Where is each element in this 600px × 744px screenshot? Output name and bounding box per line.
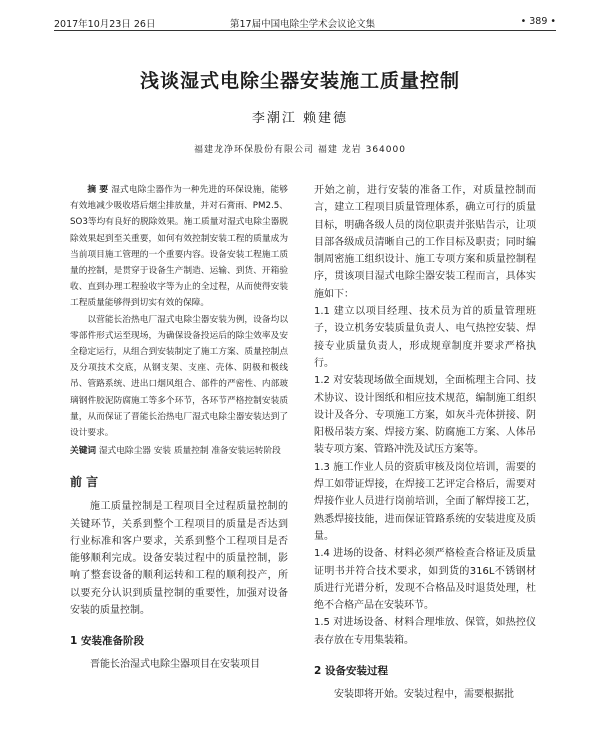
intro-paragraph: 施工质量控制是工程项目全过程质量控制的关键环节，关系到整个工程项目的质量是否达到行业标准和客户要求，关系到整个工程项目是否能够顺利完成。设备安装过程中的质量控制，影响了整套设备的顺利运转和工程的顺利投产，所以要充分认识到质量控制的重要性，加强对设备安装的质量控制。 — [70, 501, 288, 617]
paper-title: 浅谈湿式电除尘器安装施工质量控制 — [139, 70, 460, 92]
header-date: 2017年10月23日 26日 — [54, 19, 156, 30]
item-1-1: 1.1 建立以项目经理、技术员为首的质量管理班子，设立机务安装质量负责人、电气热控安装、焊接专业质量负责人，形成规章制度并要求严格执行。 — [314, 306, 536, 369]
paper-authors: 李潮江 赖建德 — [251, 111, 349, 126]
header-conference: 第17届中国电除尘学术会议论文集 — [230, 19, 376, 30]
item-1-5: 1.5 对进场设备、材料合理堆放、保管，如热控仪表存放在专用集装箱。 — [314, 617, 536, 646]
paper-affiliation: 福建龙净环保股份有限公司 福建 龙岩 364000 — [194, 145, 406, 155]
section-1-paragraph: 晋能长治湿式电除尘器项目在安装项目 — [90, 659, 260, 671]
running-header — [54, 14, 556, 31]
abstract-paragraph-2: 以营能长治热电厂湿式电除尘器安装为例，设备均以零部件形式运至现场，为确保设备投运后的除尘效率及安全稳定运行，从组合到安装制定了施工方案、质量控制点及分项技术交底，从钢支架、支座、壳体、阴极和极线吊、管路系统、进出口烟风组合、部件的严密性、内部玻璃钢件胶泥防腐施工等多个环节，各环节严格控制安装质量，从而保证了晋能长治热电厂湿式电除尘器安装达到了设计要求。 — [70, 314, 288, 439]
abstract-label: 摘 要 — [87, 185, 109, 195]
item-1-2: 1.2 对安装现场做全面规划，全面梳理主合同、技术协议、设计图纸和相应技术规范，编制施工组织设计及各分、专项施工方案，如灰斗壳体拼接、阴阳极吊装方案、焊接方案、防腐施工方案、人体吊装专项方案、管路冲洗及试压方案等。 — [314, 375, 536, 456]
section-2-heading: 2 设备安装过程 — [314, 665, 388, 678]
keywords-label: 关键词 — [70, 446, 97, 457]
left-column — [70, 182, 288, 674]
item-1-4: 1.4 进场的设备、材料必须严格检查合格证及质量证明书并符合技术要求，如到货的316L不锈钢材质进行光谱分析，发现不合格品及时退货处理，杜绝不合格产品在安装环节。 — [314, 548, 536, 612]
right-column — [314, 182, 536, 703]
intro-heading: 前 言 — [70, 475, 99, 490]
section-1-heading: 1 安装准备阶段 — [70, 635, 144, 648]
header-page-number: • 389 • — [520, 16, 556, 27]
abstract-text-1: 湿式电除尘器作为一种先进的环保设施，能够有效地减少吸收塔后烟尘排放量，并对石膏雨、PM2.5、SO3等均有良好的脱除效果。施工质量对湿式电除尘器脱除效果起到至关重要，如何有效控制安装工程的质量成为当前项目施工管理的一个重要内容。设备安装工程施工质量的控制，是贯穿于设备生产制造、运输、到货、开箱验收、直到办理工程验收字等为止的全过程，从而使得安装工程质量能够得到切实有效的保障。 — [70, 185, 288, 309]
item-1-3: 1.3 施工作业人员的资质审核及岗位培训，需要的焊工如带证焊接，在焊接工艺评定合格后，需要对焊接作业人员进行岗前培训，全面了解焊接工艺，熟悉焊接技能，进而保证管路系统的安装进度及质量。 — [314, 461, 536, 542]
section-2-paragraph: 安装即将开始。安装过程中，需要根据批 — [334, 689, 514, 701]
keywords-text: 湿式电除尘器 安装 质量控制 准备安装运转阶段 — [98, 446, 281, 457]
keywords-line — [70, 443, 288, 459]
preparation-intro-paragraph: 开始之前，进行安装的准备工作，对质量控制而言，建立工程项目质量管理体系，确立可行的质量目标，明确各级人员的岗位职责并张贴告示，让项目部各级成员清晰自己的工作目标及职责；同时编制周密施工组织设计、施工专项方案和质量控制程序，贯该项目湿式电除尘器安装工程而言，具体实施如下： — [314, 185, 536, 300]
abstract-paragraph-1 — [70, 182, 288, 312]
